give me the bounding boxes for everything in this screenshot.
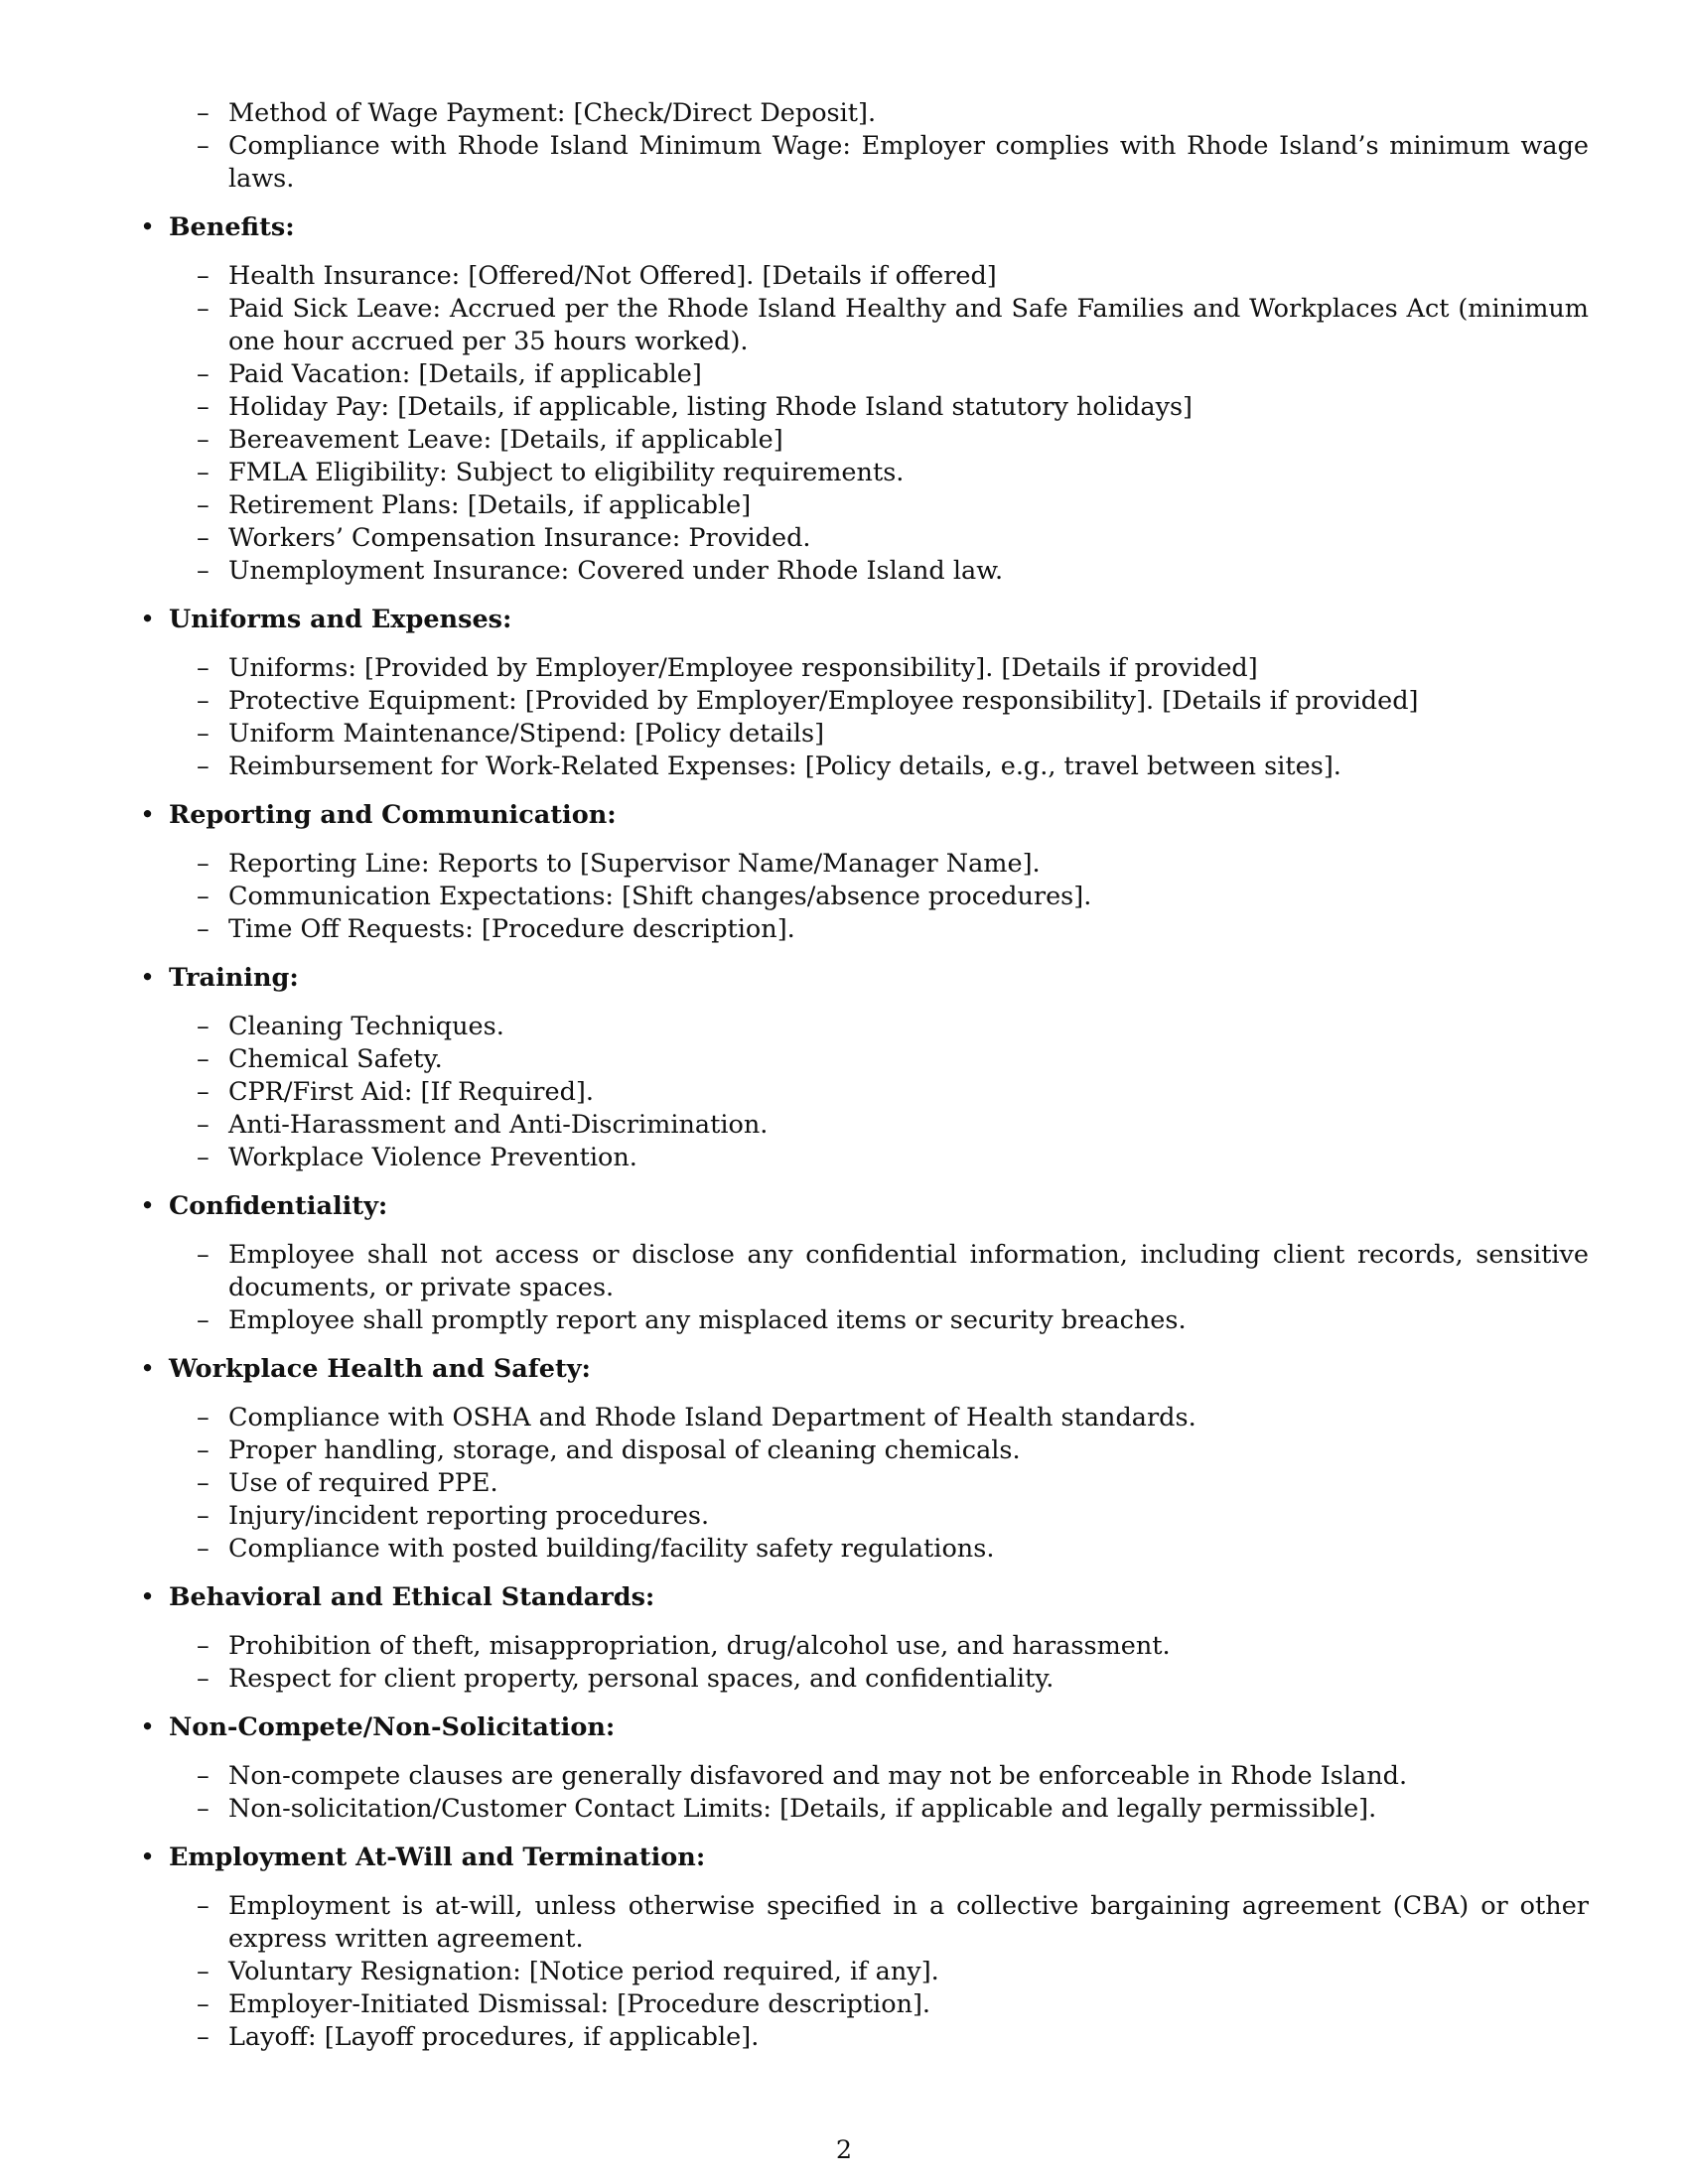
- list-item: [134, 489, 1589, 522]
- section-heading: [134, 1190, 1589, 1223]
- dash-marker: –: [197, 1305, 210, 1335]
- list-item: [134, 1043, 1589, 1076]
- list-item: [134, 685, 1589, 718]
- item-text: Non-solicitation/Customer Contact Limits: [Details, if applicable and legally permissible].: [228, 1794, 1377, 1824]
- item-text: Protective Equipment: [Provided by Employer/Employee responsibility]. [Details if provided]: [228, 686, 1419, 716]
- list-item: [134, 1956, 1589, 1988]
- item-list: [134, 1011, 1589, 1174]
- section-heading: [134, 604, 1589, 636]
- section-confidentiality: [134, 1190, 1589, 1337]
- section-title: Benefits:: [169, 212, 295, 242]
- dash-marker: –: [197, 1664, 210, 1694]
- bullet-marker: •: [140, 1712, 156, 1742]
- list-item: [134, 1663, 1589, 1696]
- list-item: [134, 391, 1589, 424]
- item-text: Unemployment Insurance: Covered under Rhode Island law.: [228, 556, 1004, 586]
- item-text: Bereavement Leave: [Details, if applicable]: [228, 425, 783, 455]
- section-title: Employment At-Will and Termination:: [169, 1843, 706, 1872]
- dash-marker: –: [197, 392, 210, 422]
- list-item: [134, 1304, 1589, 1337]
- dash-marker: –: [197, 653, 210, 683]
- item-text: Proper handling, storage, and disposal of cleaning chemicals.: [228, 1435, 1021, 1465]
- item-text: Employee shall promptly report any misplaced items or security breaches.: [228, 1305, 1187, 1335]
- item-text: Method of Wage Payment: [Check/Direct Deposit].: [228, 98, 877, 128]
- bullet-marker: •: [140, 1582, 156, 1612]
- section-reporting-communication: [134, 799, 1589, 946]
- bullet-marker: •: [140, 605, 156, 634]
- section-non-compete: [134, 1711, 1589, 1826]
- bullet-marker: •: [140, 963, 156, 993]
- section-title: Training:: [169, 963, 299, 993]
- section-title: Behavioral and Ethical Standards:: [169, 1582, 655, 1612]
- section-heading: [134, 1842, 1589, 1874]
- dash-marker: –: [197, 1501, 210, 1531]
- dash-marker: –: [197, 523, 210, 553]
- list-item: [134, 1890, 1589, 1956]
- page-number: 2: [835, 2135, 853, 2165]
- item-text: Anti-Harassment and Anti-Discrimination.: [228, 1110, 769, 1140]
- section-benefits: [134, 211, 1589, 588]
- item-text: CPR/First Aid: [If Required].: [228, 1077, 594, 1107]
- list-item: [134, 1533, 1589, 1566]
- list-item: [134, 293, 1589, 358]
- list-item: [134, 555, 1589, 588]
- item-list: [134, 1890, 1589, 2054]
- dash-marker: –: [197, 1240, 210, 1270]
- dash-marker: –: [197, 914, 210, 944]
- document-body: [134, 97, 1589, 2054]
- list-item: [134, 1630, 1589, 1663]
- section-heading: [134, 1711, 1589, 1744]
- dash-marker: –: [197, 359, 210, 389]
- bullet-marker: •: [140, 1354, 156, 1384]
- list-item: [134, 522, 1589, 555]
- item-text: Reimbursement for Work-Related Expenses: [Policy details, e.g., travel between sites].: [228, 751, 1341, 781]
- section-title: Uniforms and Expenses:: [169, 605, 512, 634]
- item-text: Voluntary Resignation: [Notice period required, if any].: [228, 1957, 939, 1986]
- list-item: [134, 751, 1589, 783]
- dash-marker: –: [197, 425, 210, 455]
- item-text: Retirement Plans: [Details, if applicable]: [228, 490, 752, 520]
- list-item: [134, 652, 1589, 685]
- list-item: [134, 1402, 1589, 1434]
- list-item: [134, 457, 1589, 489]
- item-list: [134, 652, 1589, 783]
- item-text: Prohibition of theft, misappropriation, drug/alcohol use, and harassment.: [228, 1631, 1171, 1661]
- section-title: Non-Compete/Non-Solicitation:: [169, 1712, 616, 1742]
- item-text: Communication Expectations: [Shift changes/absence procedures].: [228, 882, 1092, 911]
- section-uniforms-expenses: [134, 604, 1589, 783]
- list-item: [134, 130, 1589, 196]
- list-item: [134, 1011, 1589, 1043]
- section-heading: [134, 1353, 1589, 1386]
- bullet-marker: •: [140, 1843, 156, 1872]
- continued-item-list: [134, 97, 1589, 196]
- list-item: [134, 881, 1589, 913]
- item-text: Paid Vacation: [Details, if applicable]: [228, 359, 702, 389]
- item-text: Employment is at-will, unless otherwise specified in a collective bargaining agreement (CBA) or other express written agreement.: [228, 1891, 1589, 1954]
- item-text: Employer-Initiated Dismissal: [Procedure description].: [228, 1989, 931, 2019]
- list-item: [134, 1793, 1589, 1826]
- list-item: [134, 1239, 1589, 1304]
- section-title: Reporting and Communication:: [169, 800, 617, 830]
- list-item: [134, 2021, 1589, 2054]
- list-item: [134, 260, 1589, 293]
- item-list: [134, 260, 1589, 588]
- list-item: [134, 848, 1589, 881]
- section-title: Workplace Health and Safety:: [169, 1354, 591, 1384]
- dash-marker: –: [197, 719, 210, 749]
- dash-marker: –: [197, 1891, 210, 1921]
- item-text: Workers’ Compensation Insurance: Provided.: [228, 523, 811, 553]
- dash-marker: –: [197, 1761, 210, 1791]
- section-behavioral-ethical: [134, 1581, 1589, 1696]
- item-text: Paid Sick Leave: Accrued per the Rhode Island Healthy and Safe Families and Workplaces Act (minimum one hour accrued per 35 hours worked).: [228, 294, 1589, 356]
- item-text: Chemical Safety.: [228, 1044, 443, 1074]
- dash-marker: –: [197, 1534, 210, 1564]
- dash-marker: –: [197, 1631, 210, 1661]
- dash-marker: –: [197, 1468, 210, 1498]
- item-text: Employee shall not access or disclose any confidential information, including client records, sensitive documents, or private spaces.: [228, 1240, 1589, 1302]
- item-list: [134, 1630, 1589, 1696]
- dash-marker: –: [197, 2022, 210, 2052]
- item-text: Respect for client property, personal spaces, and confidentiality.: [228, 1664, 1055, 1694]
- dash-marker: –: [197, 1435, 210, 1465]
- item-text: Reporting Line: Reports to [Supervisor Name/Manager Name].: [228, 849, 1041, 879]
- dash-marker: –: [197, 98, 210, 128]
- bullet-marker: •: [140, 212, 156, 242]
- item-text: FMLA Eligibility: Subject to eligibility requirements.: [228, 458, 905, 487]
- section-heading: [134, 799, 1589, 832]
- dash-marker: –: [197, 849, 210, 879]
- item-text: Use of required PPE.: [228, 1468, 498, 1498]
- list-item: [134, 1142, 1589, 1174]
- item-text: Compliance with Rhode Island Minimum Wage: Employer complies with Rhode Island’s minimum wage laws.: [228, 131, 1589, 194]
- item-list: [134, 1239, 1589, 1337]
- item-text: Uniforms: [Provided by Employer/Employee responsibility]. [Details if provided]: [228, 653, 1258, 683]
- dash-marker: –: [197, 556, 210, 586]
- item-list: [134, 1402, 1589, 1566]
- list-item: [134, 97, 1589, 130]
- item-list: [134, 848, 1589, 946]
- dash-marker: –: [197, 458, 210, 487]
- bullet-marker: •: [140, 1191, 156, 1221]
- dash-marker: –: [197, 1012, 210, 1041]
- item-text: Layoff: [Layoff procedures, if applicable].: [228, 2022, 760, 2052]
- item-text: Cleaning Techniques.: [228, 1012, 504, 1041]
- item-text: Injury/incident reporting procedures.: [228, 1501, 710, 1531]
- list-item: [134, 1434, 1589, 1467]
- dash-marker: –: [197, 1957, 210, 1986]
- section-employment-termination: [134, 1842, 1589, 2054]
- continued-wage-section: [134, 97, 1589, 196]
- item-text: Health Insurance: [Offered/Not Offered]. [Details if offered]: [228, 261, 997, 291]
- dash-marker: –: [197, 490, 210, 520]
- dash-marker: –: [197, 751, 210, 781]
- item-text: Non-compete clauses are generally disfavored and may not be enforceable in Rhode Island.: [228, 1761, 1408, 1791]
- list-item: [134, 718, 1589, 751]
- dash-marker: –: [197, 261, 210, 291]
- section-heading: [134, 1581, 1589, 1614]
- dash-marker: –: [197, 131, 210, 161]
- item-list: [134, 1760, 1589, 1826]
- section-heading: [134, 962, 1589, 995]
- section-heading: [134, 211, 1589, 244]
- list-item: [134, 424, 1589, 457]
- list-item: [134, 1760, 1589, 1793]
- item-text: Compliance with posted building/facility safety regulations.: [228, 1534, 995, 1564]
- dash-marker: –: [197, 1077, 210, 1107]
- list-item: [134, 1109, 1589, 1142]
- dash-marker: –: [197, 1110, 210, 1140]
- dash-marker: –: [197, 1989, 210, 2019]
- dash-marker: –: [197, 294, 210, 324]
- section-title: Confidentiality:: [169, 1191, 388, 1221]
- item-text: Holiday Pay: [Details, if applicable, listing Rhode Island statutory holidays]: [228, 392, 1194, 422]
- dash-marker: –: [197, 1794, 210, 1824]
- list-item: [134, 1467, 1589, 1500]
- list-item: [134, 1076, 1589, 1109]
- list-item: [134, 358, 1589, 391]
- dash-marker: –: [197, 1143, 210, 1172]
- item-text: Compliance with OSHA and Rhode Island Department of Health standards.: [228, 1403, 1196, 1433]
- item-text: Time Off Requests: [Procedure description].: [228, 914, 795, 944]
- item-text: Workplace Violence Prevention.: [228, 1143, 637, 1172]
- list-item: [134, 913, 1589, 946]
- dash-marker: –: [197, 1403, 210, 1433]
- section-training: [134, 962, 1589, 1174]
- bullet-marker: •: [140, 800, 156, 830]
- list-item: [134, 1500, 1589, 1533]
- list-item: [134, 1988, 1589, 2021]
- section-workplace-health-safety: [134, 1353, 1589, 1566]
- item-text: Uniform Maintenance/Stipend: [Policy details]: [228, 719, 825, 749]
- dash-marker: –: [197, 686, 210, 716]
- dash-marker: –: [197, 882, 210, 911]
- dash-marker: –: [197, 1044, 210, 1074]
